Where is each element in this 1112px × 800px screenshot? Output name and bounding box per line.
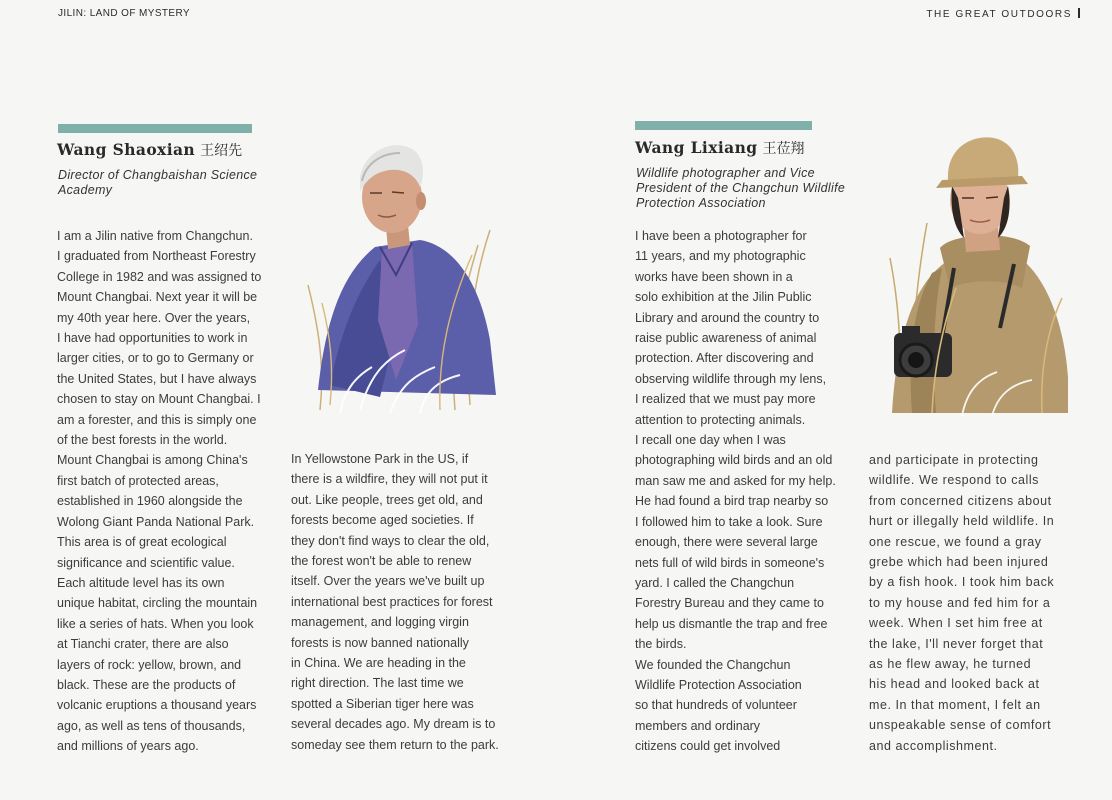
running-head-divider [1078, 8, 1080, 18]
profile-2-role: Wildlife photographer and Vice President of the Changchun Wildlife Protection Association [636, 166, 846, 210]
profile-1-column-1: I am a Jilin native from Changchun. I graduated from Northeast Forestry College in 1982 and was assigned to Mount Changbai. Next year it will be my 40th year here. Over the years, I have had opportunities to work in larger cities, or to go to Germany or the United States, but I have always chosen to stay on Mount Changbai. I am a forester, and this is simply one of the best forests in the world. Mount Changbai is among China's first batch of protected areas, established in 1960 alongside the Wolong Giant Panda National Park. This area is of great ecological significance and scientific value. Each altitude level has its own unique habitat, circling the mountain like a series of hats. When you look at Tianchi crater, there are also layers of rock: yellow, brown, and black. These are the products of volcanic eruptions a thousand years ago, as well as tens of thousands, and millions of years ago. [57, 229, 262, 754]
profile-1-role: Director of Changbaishan Science Academy [58, 168, 258, 197]
profile-1-accent-bar [58, 124, 252, 133]
profile-2-name-cn: 王莅翔 [762, 141, 805, 157]
profile-2-name-en: Wang Lixiang [635, 138, 758, 157]
profile-2-column-2: and participate in protecting wildlife. We respond to calls from concerned citizens about hurt or illegally held wildlife. In one rescue, we found a gray grebe which had been injured by a fish hook. I took him back to my house and fed him for a week. When I set him free at the lake, I'll never forget that as he flew away, he turned his head and looked back at me. In that moment, I felt an unspeakable sense of comfort and accomplishment. [869, 453, 1055, 753]
elderly-man-portrait-illustration [300, 135, 505, 415]
photographer-woman-portrait-illustration [872, 128, 1072, 418]
profile-1-name [57, 140, 242, 160]
running-head-right [926, 8, 1080, 20]
running-head-left: JILIN: LAND OF MYSTERY [58, 8, 190, 19]
profile-1-name-cn: 王绍先 [200, 143, 243, 159]
profile-2-accent-bar [635, 121, 812, 130]
profile-2-name [635, 138, 804, 158]
profile-2-column-1: I have been a photographer for 11 years, and my photographic works have been shown in a solo exhibition at the Jilin Public Library and around the country to raise public awareness of animal protection. After discovering and observing wildlife through my lens, I realized that we must pay more attention to protecting animals. I recall one day when I was photographing wild birds and an old man saw me and asked for my help. He had found a bird trap nearby so I followed him to take a look. Sure enough, there were several large nets full of wild birds in someone's yard. I called the Changchun Forestry Bureau and they came to help us dismantle the trap and free the birds. We founded the Changchun Wildlife Protection Association so that hundreds of volunteer members and ordinary citizens could get involved [635, 229, 836, 754]
running-head-right-text: THE GREAT OUTDOORS [926, 9, 1072, 20]
profile-1-name-en: Wang Shaoxian [57, 140, 196, 159]
profile-1-column-2: In Yellowstone Park in the US, if there is a wildfire, they will not put it out. Like people, trees get old, and forests become aged societies. If they don't find ways to clear the old, the forest won't be able to renew itself. Over the years we've built up international best practices for forest management, and logging virgin forests is now banned nationally in China. We are heading in the right direction. The last time we spotted a Siberian tiger here was several decades ago. My dream is to someday see them return to the park. [291, 452, 499, 752]
